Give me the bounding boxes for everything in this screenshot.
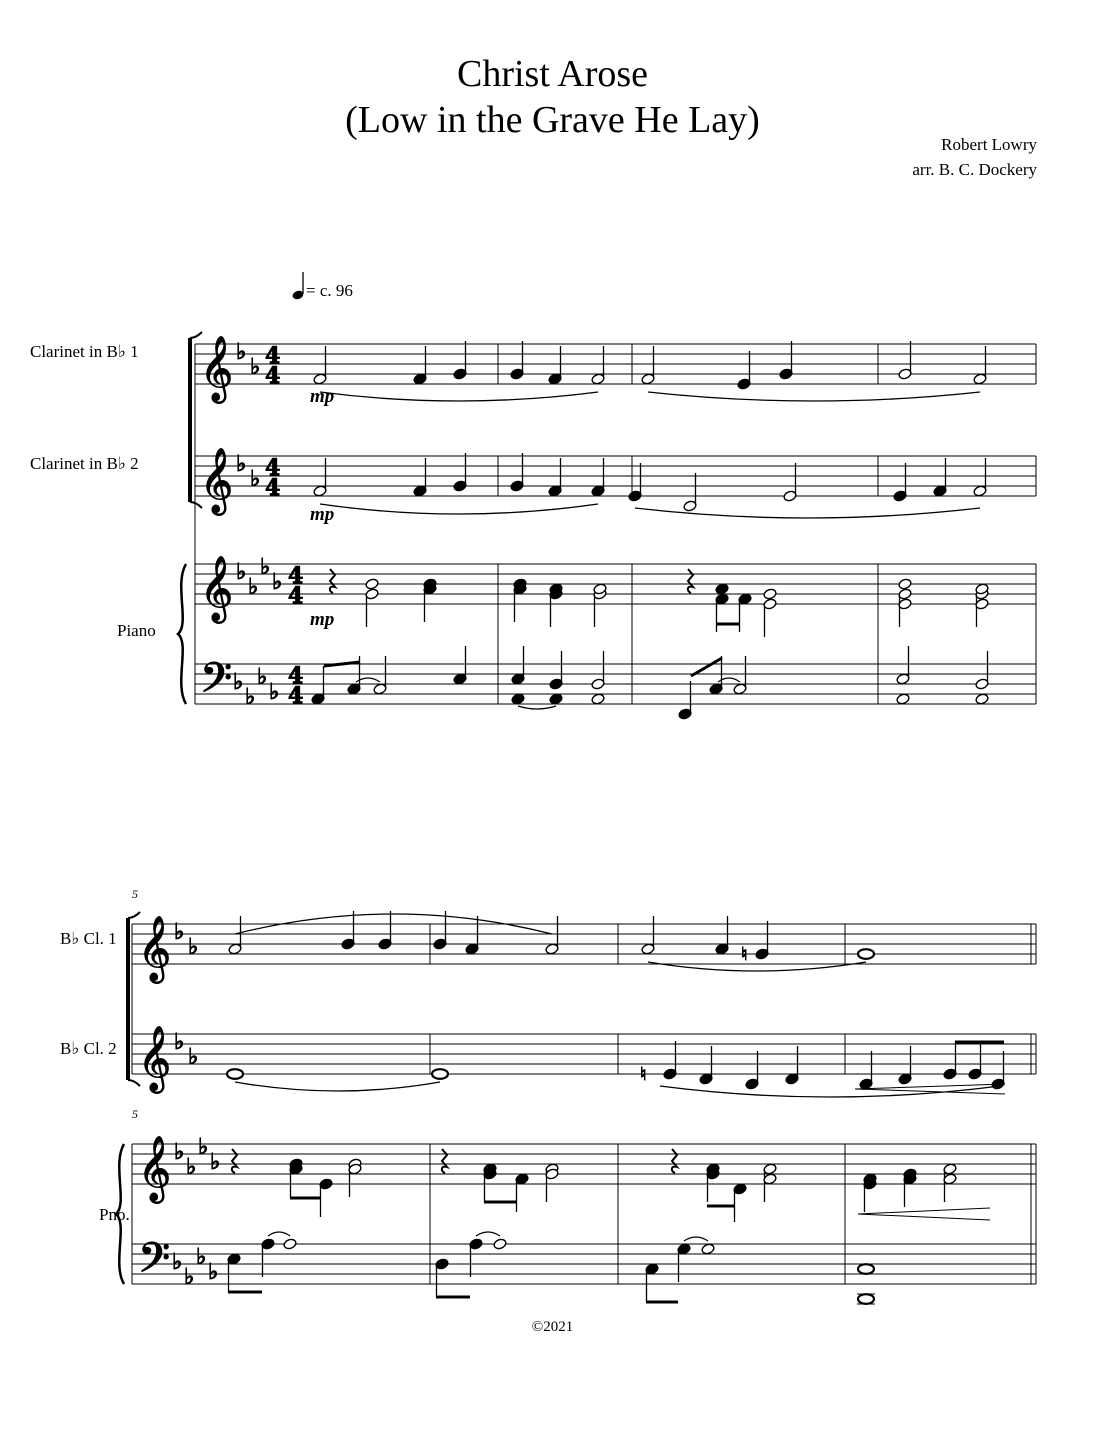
flat-icon: ♭ [236,340,247,365]
staff-label-clarinet-2: Clarinet in B♭ 2 [30,454,139,473]
note [511,693,525,705]
dynamic-mp: mp [310,504,335,525]
note [591,693,605,705]
staff-label-piano-short: Pno. [99,1205,130,1224]
natural-icon: ♮ [640,1064,647,1085]
note [896,693,910,705]
flat-icon: ♭ [184,1265,195,1290]
whole-note [858,1264,874,1274]
treble-clef-icon: 𝄞 [200,336,234,401]
piano-brace [178,564,186,704]
treble-clef-icon: 𝄞 [138,916,172,981]
flat-icon: ♭ [174,1030,185,1055]
whole-note [858,949,874,959]
flat-icon: ♭ [196,1245,207,1270]
slur [320,504,598,514]
flat-icon: ♭ [236,560,247,585]
slur [518,706,556,709]
note [365,578,379,590]
flat-icon: ♭ [174,1140,185,1165]
flat-icon: ♭ [260,555,271,580]
slur [684,1237,708,1241]
note [549,693,563,705]
note [898,578,912,590]
dynamic-mp: mp [310,609,335,630]
score-title: Christ Arose [456,53,649,95]
dynamic-mp: mp [310,386,335,407]
arranger: arr. B. C. Dockery [912,160,1037,179]
flat-icon: ♭ [250,467,261,492]
treble-clef-icon: 𝄞 [200,556,234,621]
flat-icon: ♭ [272,570,283,595]
flat-icon: ♭ [236,452,247,477]
staff-label-piano: Piano [117,621,156,640]
slur [648,962,866,971]
natural-icon: ♮ [741,944,748,965]
flat-icon: ♭ [233,670,244,695]
time-signature-bottom: 4 [288,683,304,709]
time-signature-top: 4 [288,563,304,589]
flat-icon: ♭ [269,680,280,705]
staff-label-clarinet-2-short: B♭ Cl. 2 [60,1039,117,1058]
slur [476,1232,500,1236]
time-signature-bottom: 4 [265,363,281,389]
flat-icon: ♭ [257,665,268,690]
time-signature-bottom: 4 [288,583,304,609]
slur [648,392,980,401]
bass-clef-icon: 𝄢 [200,654,233,712]
slur [660,1086,1000,1097]
decrescendo-hairpin [855,1084,1005,1094]
quarter-rest [672,1149,677,1173]
composer: Robert Lowry [941,135,1037,154]
time-signature-top: 4 [265,455,281,481]
treble-clef-icon: 𝄞 [138,1026,172,1091]
whole-note [227,1069,243,1079]
piano-brace [116,1144,124,1284]
note [763,588,777,600]
slur [320,392,598,401]
quarter-rest [232,1149,237,1173]
quarter-rest [688,569,693,593]
flat-icon: ♭ [245,685,256,710]
note [493,1238,507,1250]
slur [235,1082,440,1091]
flat-icon: ♭ [174,920,185,945]
measure-number: 5 [132,887,138,901]
flat-icon: ♭ [172,1250,183,1275]
time-signature-top: 4 [265,343,281,369]
note [701,1243,715,1255]
measure-number-piano: 5 [132,1107,138,1121]
beam [691,658,722,676]
flat-icon: ♭ [208,1260,219,1285]
whole-note [432,1069,448,1079]
copyright: ©2021 [531,1319,574,1335]
staff-label-clarinet-1-short: B♭ Cl. 1 [60,929,117,948]
flat-icon: ♭ [248,575,259,600]
note [283,1238,297,1250]
tempo-quarter-note-icon [291,272,304,301]
beam [324,662,360,666]
treble-clef-icon: 𝄞 [200,448,234,513]
flat-icon: ♭ [210,1150,221,1175]
slur [268,1232,290,1236]
flat-icon: ♭ [186,1155,197,1180]
tempo-marking: = c. 96 [306,281,353,300]
time-signature-bottom: 4 [265,475,281,501]
quarter-rest [442,1149,447,1173]
treble-clef-icon: 𝄞 [138,1136,172,1201]
note [715,583,729,595]
crescendo-hairpin [858,1208,990,1220]
flat-icon: ♭ [250,355,261,380]
time-signature-top: 4 [288,663,304,689]
staff-label-clarinet-1: Clarinet in B♭ 1 [30,342,139,361]
flat-icon: ♭ [198,1135,209,1160]
score-subtitle: (Low in the Grave He Lay) [345,99,760,141]
whole-note [858,1294,874,1304]
flat-icon: ♭ [188,1045,199,1070]
flat-icon: ♭ [188,935,199,960]
note [975,693,989,705]
quarter-rest [330,569,335,593]
bass-clef-icon: 𝄢 [138,1234,171,1292]
